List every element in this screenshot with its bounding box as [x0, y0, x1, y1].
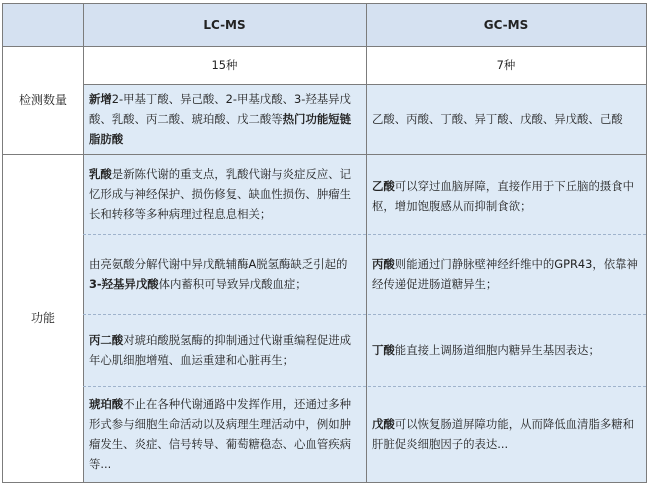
detection-label: 检测数量: [18, 93, 67, 107]
function-row-2-lc: [83, 234, 366, 314]
lc-acid-desc: 不止在各种代谢通路中发挥作用，还通过多种形式参与细胞生命活动以及病理生理活动中，例如肿瘤发生、炎症、信号转导、葡萄糖稳态、心血管疾病等...: [89, 397, 352, 471]
gc-acid-desc: 则能通过门静脉壁神经纤维中的GPR43，依靠神经传递促进肠道糖异生；: [372, 257, 638, 291]
function-row-3-gc: [366, 314, 646, 386]
divider: [83, 386, 646, 387]
divider: [3, 154, 646, 155]
function-row-2-gc: [366, 234, 646, 314]
header-empty-cell: [3, 4, 83, 46]
lc-acid-desc: 体内蓄积可导致异戊酸血症；: [158, 277, 307, 291]
lc-acid-name: 丙二酸: [89, 333, 124, 347]
gc-acid-name: 丙酸: [372, 257, 395, 271]
divider: [83, 234, 646, 235]
comparison-table: [2, 3, 647, 483]
function-row-4-gc: [366, 386, 646, 482]
function-label: 功能: [30, 311, 55, 325]
lc-acid-name: 3-羟基异戊酸: [89, 277, 159, 291]
header-lc-ms: LC-MS: [83, 4, 366, 46]
gc-acid-name: 丁酸: [372, 343, 395, 357]
function-row-3-lc: [83, 314, 366, 386]
function-row-1-gc: [366, 154, 646, 234]
gc-acid-name: 戊酸: [372, 417, 395, 431]
divider: [83, 314, 646, 315]
divider: [366, 4, 367, 482]
detection-gc-text: 乙酸、丙酸、丁酸、异丁酸、戊酸、异戊酸、己酸: [372, 112, 623, 126]
count-gc: 7种: [366, 46, 646, 84]
gc-acid-name: 乙酸: [372, 179, 395, 193]
detection-gc-cell: [366, 84, 646, 154]
detection-lc-text: [89, 89, 360, 149]
gc-acid-desc: 可以穿过血脑屏障，直接作用于下丘脑的摄食中枢，增加饱腹感从而抑制食欲；: [372, 179, 635, 213]
detection-lc-body: 2-甲基丁酸、异己酸、2-甲基戊酸、3-羟基异戊酸、乳酸、丙二酸、琥珀酸、戊二酸等: [89, 92, 351, 126]
detection-lc-cell: [83, 84, 366, 154]
lc-acid-desc: 是新陈代谢的重支点，乳酸代谢与炎症反应、记忆形成与神经保护、损伤修复、缺血性损伤、肿瘤生长和转移等多种病理过程息息相关；: [89, 167, 352, 221]
function-row-1-lc: [83, 154, 366, 234]
lc-acid-name: 琥珀酸: [89, 397, 124, 411]
divider: [83, 4, 84, 482]
lc-acid-desc: 对琥珀酸脱氢酶的抑制通过代谢重编程促进成年心肌细胞增殖、血运重建和心脏再生；: [89, 333, 352, 367]
gc-acid-desc: 可以恢复肠道屏障功能，从而降低血清脂多糖和肝脏促炎细胞因子的表达...: [372, 417, 635, 451]
count-lc: 15种: [83, 46, 366, 84]
lc-acid-pre: 由亮氨酸分解代谢中异戊酰辅酶A脱氢酶缺乏引起的: [89, 257, 348, 271]
header-gc-ms: GC-MS: [366, 4, 646, 46]
lc-acid-name: 乳酸: [89, 167, 112, 181]
detection-lc-bold: 新增: [89, 92, 112, 106]
gc-acid-desc: 能直接上调肠道细胞内糖异生基因表达；: [394, 343, 600, 357]
detection-lc-bold-tail: 热门功能短链脂肪酸: [89, 112, 352, 146]
function-row-4-lc: [83, 386, 366, 482]
divider: [3, 46, 646, 47]
divider: [83, 84, 646, 85]
